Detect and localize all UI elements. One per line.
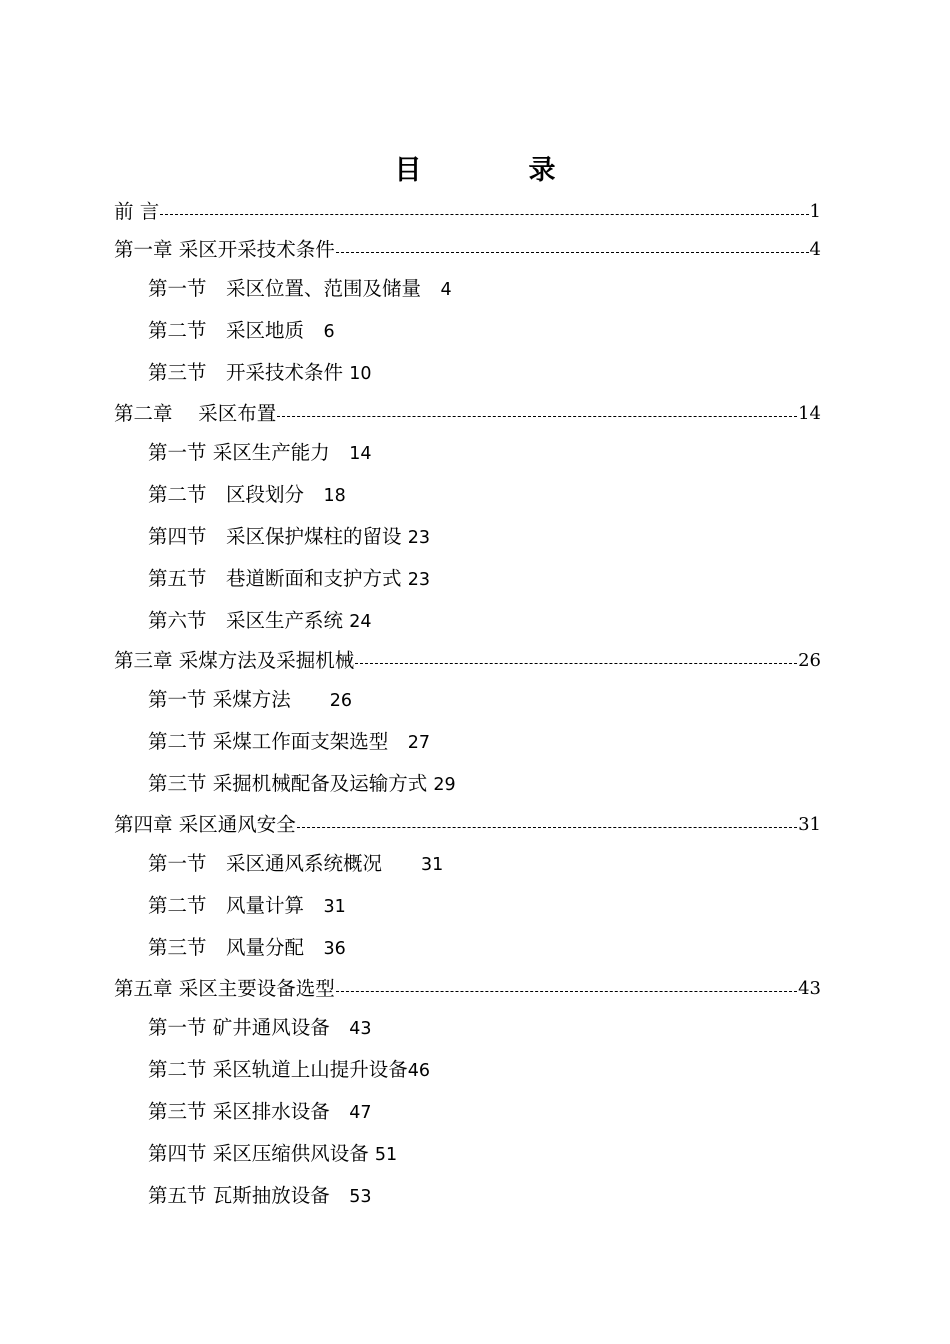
toc-section-entry[interactable] <box>148 562 430 596</box>
toc-entry-label: 第三节 开采技术条件 <box>148 361 350 384</box>
toc-entry-label: 第一节 矿井通风设备 <box>148 1016 350 1039</box>
toc-section-entry[interactable] <box>148 478 346 512</box>
toc-section-entry[interactable] <box>148 604 371 638</box>
toc-entry-page: 18 <box>323 486 346 506</box>
page-title: 目 录 <box>394 155 596 186</box>
toc-section-entry[interactable] <box>148 1137 397 1171</box>
toc-entry-label: 第一章 采区开采技术条件 <box>114 238 335 261</box>
toc-entry-label: 第一节 采煤方法 <box>148 688 330 711</box>
toc-entry-page: 31 <box>421 855 444 875</box>
toc-entry-page: 29 <box>433 775 456 795</box>
toc-entry-label: 第五节 巷道断面和支护方式 <box>148 567 408 590</box>
toc-entry-page: 14 <box>349 444 372 464</box>
toc-entry-page: 10 <box>349 364 372 384</box>
toc-entry-label: 第三节 采掘机械配备及运输方式 <box>148 772 434 795</box>
toc-entry-label: 第二章 采区布置 <box>114 402 277 425</box>
toc-section-entry[interactable] <box>148 767 456 801</box>
toc-entry-label: 第四章 采区通风安全 <box>114 813 296 836</box>
toc-entry-label: 第三节 风量分配 <box>148 936 324 959</box>
toc-entry-page: 23 <box>407 528 430 548</box>
toc-entry-page: 23 <box>407 570 430 590</box>
toc-entry-label: 前 言 <box>114 200 160 223</box>
toc-entry-label: 第二节 采煤工作面支架选型 <box>148 730 408 753</box>
toc-entry-page: 4 <box>440 280 452 300</box>
toc-chapter-entry[interactable] <box>114 233 821 267</box>
toc-entry-page: 1 <box>809 201 821 222</box>
toc-entry-page: 6 <box>323 322 335 342</box>
dotted-leader <box>336 991 797 992</box>
toc-chapter-entry[interactable] <box>114 972 821 1006</box>
toc-entry-page: 31 <box>323 897 346 917</box>
toc-entry-page: 53 <box>349 1187 372 1207</box>
dotted-leader <box>297 827 797 828</box>
toc-section-entry[interactable] <box>148 1011 371 1045</box>
toc-section-entry[interactable] <box>148 847 443 881</box>
toc-section-entry[interactable] <box>148 272 452 306</box>
toc-entry-label: 第二节 采区地质 <box>148 319 324 342</box>
toc-section-entry[interactable] <box>148 1053 430 1087</box>
dotted-leader <box>355 663 797 664</box>
toc-section-entry[interactable] <box>148 683 352 717</box>
dotted-leader <box>277 416 797 417</box>
toc-entry-page: 36 <box>323 939 346 959</box>
toc-section-entry[interactable] <box>148 436 371 470</box>
toc-entry-label: 第二节 区段划分 <box>148 483 324 506</box>
toc-entry-label: 第四节 采区压缩供风设备 <box>148 1142 375 1165</box>
toc-entry-page: 26 <box>329 691 352 711</box>
toc-section-entry[interactable] <box>148 520 430 554</box>
toc-entry-label: 第五章 采区主要设备选型 <box>114 977 335 1000</box>
toc-entry-page: 51 <box>374 1145 398 1165</box>
dotted-leader <box>160 214 808 215</box>
toc-entry-page: 43 <box>798 978 821 999</box>
toc-entry-label: 第一节 采区位置、范围及储量 <box>148 277 441 300</box>
toc-entry-label: 第二节 风量计算 <box>148 894 324 917</box>
toc-entry-page: 24 <box>349 612 372 632</box>
toc-chapter-entry[interactable] <box>114 397 821 431</box>
toc-entry-page: 43 <box>349 1019 372 1039</box>
toc-chapter-entry[interactable] <box>114 644 821 678</box>
toc-entry-page: 31 <box>798 814 821 835</box>
toc-entry-label: 第三章 采煤方法及采掘机械 <box>114 649 355 672</box>
toc-entry-label: 第四节 采区保护煤柱的留设 <box>148 525 408 548</box>
toc-chapter-entry[interactable] <box>114 195 821 229</box>
toc-section-entry[interactable] <box>148 931 346 965</box>
toc-chapter-entry[interactable] <box>114 808 821 842</box>
toc-section-entry[interactable] <box>148 725 430 759</box>
toc-entry-page: 27 <box>407 733 430 753</box>
toc-section-entry[interactable] <box>148 889 346 923</box>
dotted-leader <box>336 252 809 253</box>
toc-entry-label: 第五节 瓦斯抽放设备 <box>148 1184 350 1207</box>
toc-entry-label: 第一节 采区通风系统概况 <box>148 852 422 875</box>
toc-section-entry[interactable] <box>148 1095 371 1129</box>
toc-entry-label: 第二节 采区轨道上山提升设备 <box>148 1058 408 1081</box>
toc-entry-label: 第三节 采区排水设备 <box>148 1100 350 1123</box>
toc-entry-page: 4 <box>809 239 821 260</box>
toc-entry-page: 26 <box>798 650 821 671</box>
toc-section-entry[interactable] <box>148 314 335 348</box>
toc-section-entry[interactable] <box>148 1179 371 1213</box>
toc-entry-page: 47 <box>349 1103 372 1123</box>
toc-entry-page: 14 <box>798 403 821 424</box>
toc-section-entry[interactable] <box>148 356 371 390</box>
toc-entry-label: 第一节 采区生产能力 <box>148 441 350 464</box>
toc-entry-page: 46 <box>407 1061 430 1081</box>
toc-entry-label: 第六节 采区生产系统 <box>148 609 350 632</box>
